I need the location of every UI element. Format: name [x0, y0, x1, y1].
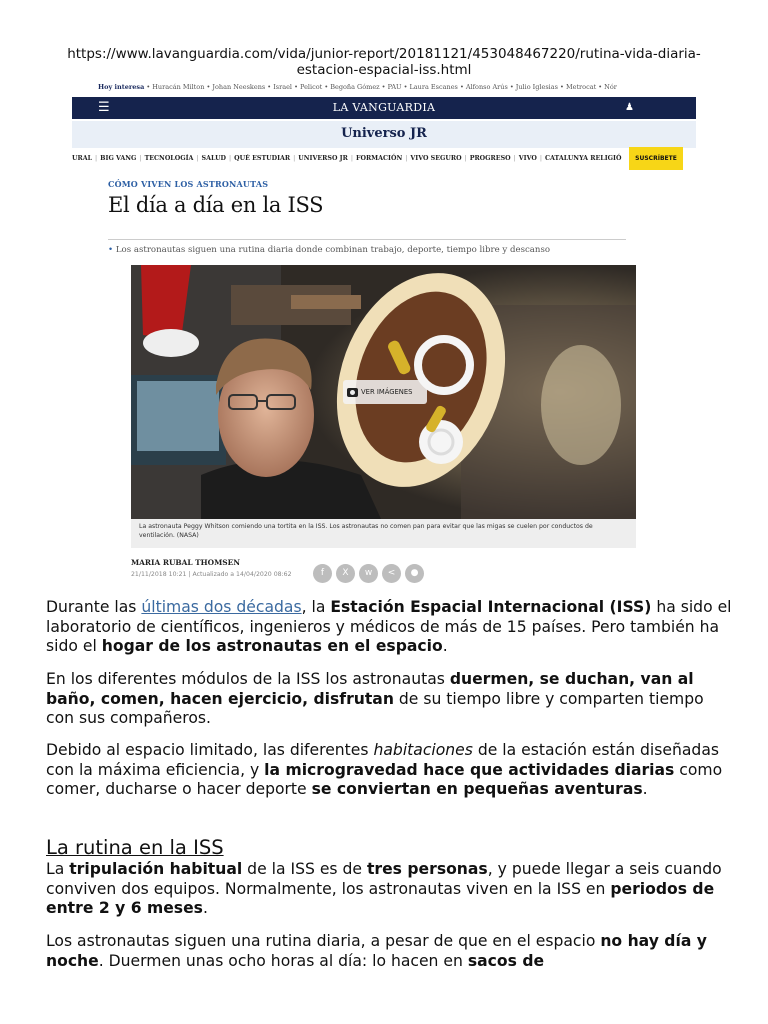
bold-run: tripulación habitual	[69, 860, 243, 878]
trending-links-bar	[98, 83, 698, 91]
section-nav-item[interactable]: PROGRESO	[469, 155, 511, 162]
trending-label: Hoy interesa	[98, 83, 145, 91]
section-nav-item[interactable]: FORMACIÓN	[355, 155, 403, 162]
trending-link[interactable]: Israel	[273, 83, 293, 91]
text-run: En los diferentes módulos de la ISS los astronautas	[46, 670, 450, 688]
bold-run: tres personas	[366, 860, 488, 878]
article-headline: El día a día en la ISS	[108, 193, 324, 217]
separator: •	[146, 83, 153, 91]
trending-link[interactable]: Nór	[604, 83, 617, 91]
bullet-icon: •	[108, 245, 114, 255]
text-run: como comer, ducharse o hacer deporte	[46, 760, 723, 798]
bold-run: no hay día y noche	[46, 932, 707, 970]
paragraph-5	[46, 932, 736, 971]
site-navbar	[72, 97, 696, 119]
separator: |	[196, 155, 199, 162]
bold-run: sacos de	[467, 951, 545, 970]
separator: •	[292, 83, 300, 91]
separator: |	[229, 155, 232, 162]
separator: |	[513, 155, 516, 162]
separator: •	[401, 83, 410, 91]
bold-run: duermen, se duchan, van al baño, comen, hacen ejercicio, disfrutan	[46, 670, 694, 708]
facebook-icon[interactable]: f	[313, 564, 332, 583]
trending-link[interactable]: Laura Escanes	[409, 83, 458, 91]
text-run: Debido al espacio limitado, las diferentes	[46, 741, 374, 759]
site-logo[interactable]: LA VANGUARDIA	[332, 101, 436, 114]
separator: •	[596, 83, 605, 91]
decades-link[interactable]: últimas dos décadas	[141, 598, 302, 616]
section-nav-item[interactable]: UNIVERSO JR	[298, 155, 348, 162]
text-run: de la ISS es de	[242, 860, 367, 878]
separator: •	[265, 83, 274, 91]
menu-icon[interactable]: ☰	[98, 100, 110, 115]
article-subhead	[108, 245, 550, 255]
separator: |	[293, 155, 296, 162]
text-run: Durante las	[46, 598, 142, 616]
camera-icon	[347, 388, 358, 397]
section-title[interactable]: Universo JR	[72, 121, 696, 148]
separator: •	[457, 83, 466, 91]
section-nav-item[interactable]: BIG VANG	[100, 155, 137, 162]
text-run: .	[642, 780, 648, 798]
text-run: Los astronautas siguen una rutina diaria, a pesar de que en el espacio	[46, 932, 601, 950]
section-nav-item[interactable]: VIVO SEGURO	[410, 155, 462, 162]
section-nav-item[interactable]: CATALUNYA RELIGIÓ	[544, 155, 622, 162]
view-images-button[interactable]	[343, 380, 427, 404]
author-name[interactable]: MARIA RUBAL THOMSEN	[131, 558, 240, 567]
separator: •	[557, 83, 566, 91]
text-run: .	[442, 637, 448, 655]
bold-run: hogar de los astronautas en el espacio	[101, 637, 443, 655]
section-nav	[72, 152, 630, 166]
text-run: . Duermen unas ocho horas al día: lo hacen en	[98, 951, 468, 970]
separator: •	[507, 83, 516, 91]
paragraph-4	[46, 860, 736, 919]
separator: •	[379, 83, 388, 91]
trending-link[interactable]: Alfonso Arús	[465, 83, 508, 91]
paragraph-3	[46, 741, 736, 800]
separator: |	[464, 155, 467, 162]
bold-run: periodos de entre 2 y 6 meses	[46, 879, 715, 917]
trending-link[interactable]: Begoña Gómez	[330, 83, 380, 91]
paragraph-1	[46, 598, 736, 657]
section-nav-item[interactable]: VIVO	[518, 155, 537, 162]
text-run: , la	[301, 598, 331, 616]
separator: |	[539, 155, 542, 162]
text-run: .	[202, 899, 208, 917]
whatsapp-icon[interactable]: w	[359, 564, 378, 583]
separator: |	[405, 155, 408, 162]
x-icon[interactable]: X	[336, 564, 355, 583]
separator: •	[204, 83, 213, 91]
trending-link[interactable]: Julio Iglesias	[515, 83, 558, 91]
separator: •	[322, 83, 331, 91]
section-nav-item[interactable]: QUÉ ESTUDIAR	[234, 155, 291, 162]
text-run: de la estación están diseñadas con la máxima eficiencia, y	[46, 741, 719, 779]
share-buttons	[313, 560, 428, 580]
text-run: de su tiempo libre y comparten tiempo con sus compañeros.	[46, 689, 704, 727]
section-nav-item[interactable]: SALUD	[201, 155, 227, 162]
text-run: ha sido el laboratorio de científicos, ingenieros y médicos de más de 15 países. Pero también ha sido el	[46, 598, 732, 655]
separator: |	[350, 155, 353, 162]
article-kicker: CÓMO VIVEN LOS ASTRONAUTAS	[108, 179, 269, 189]
text-run: , y puede llegar a seis cuando conviven dos equipos. Normalmente, los astronautas viven en la ISS en	[46, 860, 722, 898]
text-run: La	[46, 860, 70, 878]
user-icon[interactable]: ♟	[625, 102, 634, 113]
trending-link[interactable]: Pelicot	[299, 83, 323, 91]
trending-link[interactable]: Huracán Milton	[152, 83, 205, 91]
separator: |	[95, 155, 98, 162]
subhead-text: Los astronautas siguen una rutina diaria donde combinan trabajo, deporte, tiempo libre y descanso	[115, 245, 551, 255]
section-nav-item[interactable]: TECNOLOGÍA	[144, 155, 194, 162]
paragraph-2	[46, 670, 736, 729]
section-nav-item[interactable]: URAL	[72, 155, 93, 162]
share-icon[interactable]: <	[382, 564, 401, 583]
divider	[108, 239, 626, 240]
subscribe-button[interactable]: SUSCRÍBETE	[629, 147, 683, 170]
italic-run: habitaciones	[373, 741, 473, 759]
page-url: https://www.lavanguardia.com/vida/junior-report/20181121/453048467220/rutina-vida-diaria-estacion-espacial-iss.html	[67, 46, 701, 78]
separator: |	[139, 155, 142, 162]
trending-link[interactable]: PAU	[387, 83, 402, 91]
trending-link[interactable]: Johan Neeskens	[212, 83, 266, 91]
photo-caption: La astronauta Peggy Whitson comiendo una tortita en la ISS. Los astronautas no comen pan para evitar que las migas se cuelen por conductos de ventilación. (NASA)	[131, 519, 636, 548]
trending-link[interactable]: Metrocat	[565, 83, 597, 91]
bold-run: Estación Espacial Internacional (ISS)	[330, 598, 652, 616]
bold-run: se conviertan en pequeñas aventuras	[311, 780, 643, 798]
section-heading: La rutina en la ISS	[46, 836, 224, 859]
publish-dates: 21/11/2018 10:21 | Actualizado a 14/04/2020 08:62	[131, 571, 292, 578]
bold-run: la microgravedad hace que actividades diarias	[264, 760, 675, 779]
view-images-label: VER IMÁGENES	[361, 388, 413, 396]
comment-icon[interactable]: ●	[405, 564, 424, 583]
trending-items	[146, 83, 617, 91]
